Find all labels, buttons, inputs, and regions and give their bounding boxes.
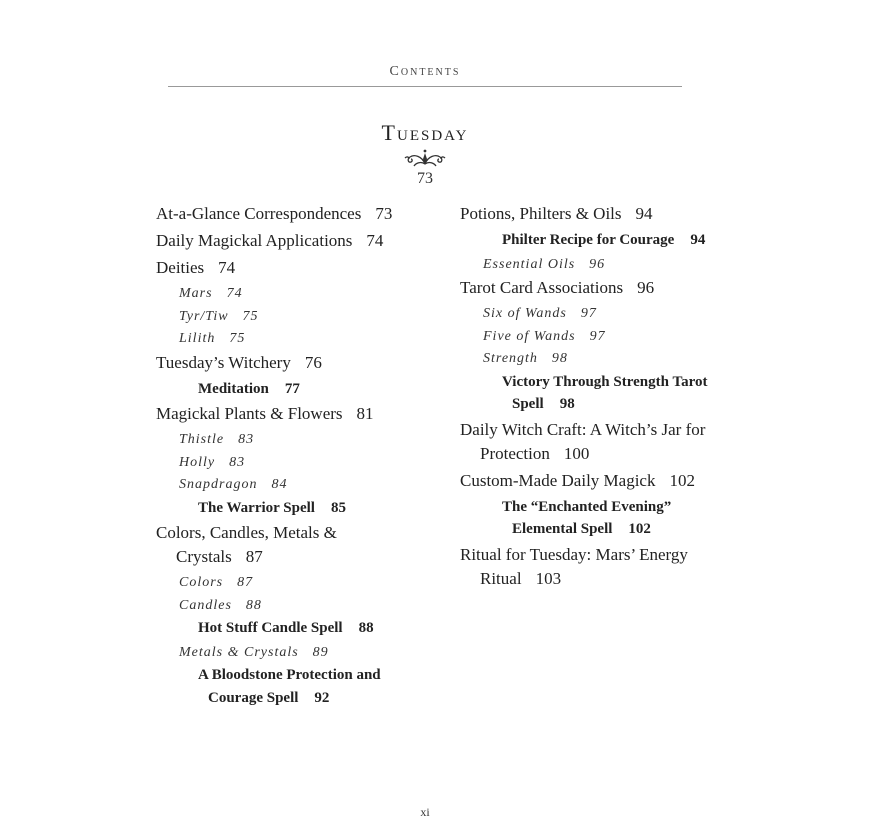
toc-entry-title: Meditation [198,380,269,397]
toc-page-number: 97 [580,306,597,321]
header-rule [168,86,682,87]
toc-entry-title: At-a-Glance Correspondences [156,204,362,223]
toc-entry[interactable] [156,256,456,280]
toc-entry-title: Six of Wands [483,306,567,321]
toc-page-number: 98 [559,396,575,412]
toc-entry[interactable] [460,348,760,371]
toc-page-number: 89 [312,644,329,660]
toc-page-number: 83 [229,454,246,470]
toc-entry[interactable] [156,202,456,226]
toc-entry[interactable] [156,642,456,665]
toc-page-number: 92 [314,689,330,706]
toc-entry[interactable] [460,496,760,541]
toc-entry[interactable] [156,402,456,426]
chapter-title: Tuesday [381,120,469,145]
toc-page-number: 75 [229,331,246,346]
toc-page-number: 74 [366,231,384,250]
toc-entry-title: Essential Oils [483,256,576,272]
toc-page-number: 96 [637,278,655,297]
toc-page-number: 73 [375,204,393,223]
toc-entry-title: Victory Through Strength Tarot [502,373,708,390]
toc-entry-continuation [460,567,760,591]
page-folio: xi [420,805,430,819]
toc-entry-continuation-text: Crystals [176,547,232,566]
toc-entry-title: Lilith [179,331,216,346]
toc-entry-continuation [502,518,760,541]
toc-entry[interactable] [156,306,456,329]
toc-page-number: 87 [245,547,263,566]
toc-entry-continuation [156,545,456,569]
toc-page-number: 97 [589,328,606,344]
toc-entry-continuation-text: Elemental Spell [512,521,613,537]
toc-entry-continuation [460,442,760,466]
toc-entry[interactable] [156,452,456,475]
toc-entry-continuation-text: Protection [480,443,550,463]
toc-entry[interactable] [156,664,456,709]
toc-entry[interactable] [156,328,456,351]
toc-entry[interactable] [460,418,760,466]
toc-entry-title: Strength [483,351,538,366]
toc-page-number: 102 [628,521,651,537]
toc-entry-title: Tuesday’s Witchery [156,352,291,372]
toc-entry-continuation [502,393,760,416]
toc-entry[interactable] [156,378,456,401]
toc-entry-title: Mars [179,286,213,301]
toc-entry-title: Philter Recipe for Courage [502,232,675,248]
toc-entry[interactable] [156,474,456,497]
toc-entry[interactable] [156,521,456,569]
toc-entry[interactable] [156,617,456,640]
toc-entry[interactable] [460,371,760,416]
toc-entry-title: Magickal Plants & Flowers [156,404,343,423]
toc-entry[interactable] [460,202,760,226]
toc-entry-title: Metals & Crystals [179,644,299,660]
toc-entry-title: Tyr/Tiw [179,308,229,324]
toc-page-number: 75 [242,308,259,324]
toc-entry-title: The Warrior Spell [198,499,315,516]
toc-entry-title: Five of Wands [483,328,576,344]
toc-entry[interactable] [460,276,760,300]
toc-page-number: 81 [356,404,374,423]
toc-entry-continuation-text: Spell [512,396,544,412]
toc-entry-title: Deities [156,258,205,277]
toc-entry-title: The “Enchanted Evening” [502,498,672,515]
toc-page-number: 83 [238,432,255,447]
toc-page-number: 77 [284,380,300,397]
toc-entry[interactable] [156,229,456,253]
toc-page-number: 94 [635,204,653,223]
toc-entry-title: Colors, Candles, Metals & [156,523,337,542]
toc-entry[interactable] [460,326,760,349]
toc-page-number: 96 [589,256,606,272]
toc-entry-title: Colors [179,575,224,590]
toc-entry-continuation-text: Courage Spell [208,689,299,706]
toc-entry[interactable] [460,469,760,493]
toc-entry[interactable] [460,229,760,252]
toc-page-number: 74 [218,258,236,277]
toc-entry-continuation [198,687,456,710]
toc-page-number: 76 [304,352,322,372]
toc-entry-continuation-text: Ritual [480,568,522,588]
ornament-icon [402,148,448,168]
toc-page-number: 74 [226,286,243,301]
toc-entry-title: Hot Stuff Candle Spell [198,620,343,636]
toc-page-number: 88 [358,620,374,636]
toc-page-number: 84 [271,477,288,492]
toc-entry-title: Potions, Philters & Oils [460,204,622,223]
toc-right-column [460,202,760,594]
toc-entry-title: A Bloodstone Protection and [198,667,381,683]
toc-entry-title: Snapdragon [179,477,258,492]
toc-page-number: 103 [535,568,562,588]
toc-entry-title: Holly [179,454,216,470]
toc-page-number: 98 [551,351,568,366]
toc-entry[interactable] [460,254,760,277]
toc-page-number: 100 [563,443,590,463]
toc-entry[interactable] [156,283,456,306]
toc-entry[interactable] [156,351,456,375]
toc-entry[interactable] [460,303,760,326]
toc-entry-title: Thistle [179,432,225,447]
toc-entry-title: Daily Witch Craft: A Witch’s Jar for [460,419,706,439]
toc-page-number: 94 [690,232,706,248]
running-head: Contents [389,64,461,79]
toc-entry-title: Candles [179,597,232,613]
toc-page-number: 102 [669,470,695,490]
toc-page-number: 87 [237,575,254,590]
toc-page-number: 85 [330,499,346,516]
toc-entry[interactable] [460,543,760,591]
toc-page-number: 88 [245,597,262,613]
toc-entry[interactable] [156,429,456,452]
toc-entry[interactable] [156,572,456,595]
toc-entry-title: Ritual for Tuesday: Mars’ Energy [460,544,688,564]
toc-entry-title: Custom-Made Daily Magick [460,470,656,490]
toc-entry-title: Daily Magickal Applications [156,231,353,250]
toc-entry-title: Tarot Card Associations [460,278,624,297]
chapter-page-number: 73 [417,170,433,187]
toc-entry[interactable] [156,497,456,520]
toc-left-column [156,202,456,711]
toc-entry[interactable] [156,595,456,618]
